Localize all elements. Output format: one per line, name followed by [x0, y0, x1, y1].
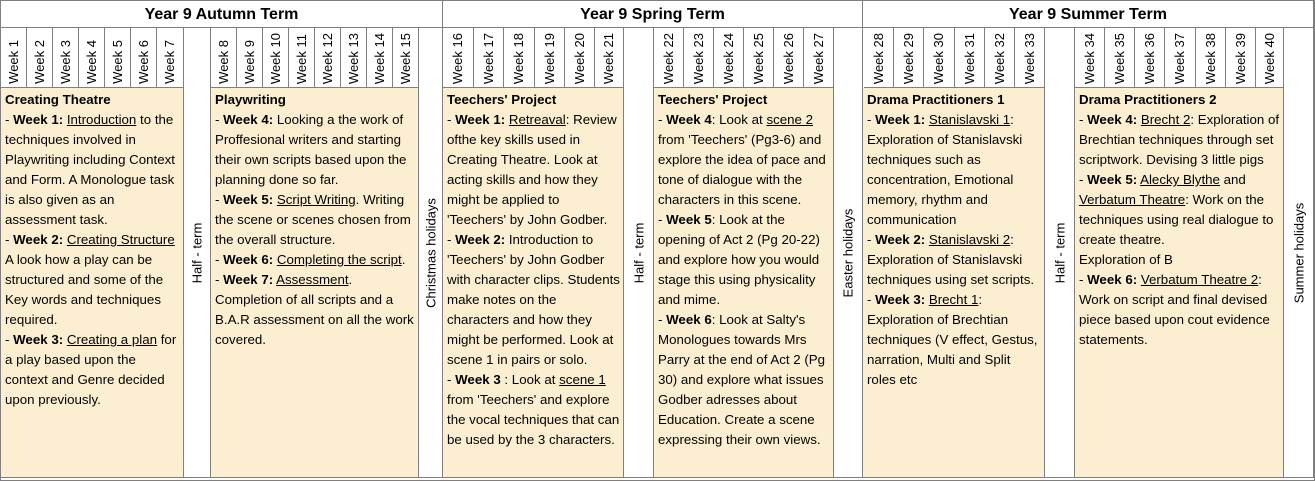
week-description: from 'Teechers' (Pg3-6) and explore the idea of pace and tone of dialogue with the characters in this scene.	[658, 132, 826, 207]
week-label: Week 6	[666, 312, 712, 327]
week-label: Week 16	[450, 32, 465, 84]
week-entry: - Week 7: Assessment. Completion of all scripts and a B.A.R assessment on all the work covered.	[215, 272, 414, 347]
week-header	[237, 28, 263, 88]
unit-drama-practitioners-2	[1075, 88, 1284, 478]
week-header	[1135, 28, 1165, 88]
topic-link: Verbatum Theatre 2	[1140, 272, 1259, 287]
week-description: Exploration of Brechtian techniques through set scriptwork. Devising 3 little pigs	[1079, 112, 1280, 167]
topic-link: Assessment	[276, 272, 349, 287]
easter-holidays-column	[834, 28, 863, 478]
week-label: Week 24	[720, 32, 736, 84]
week-label: Week 23	[690, 32, 706, 84]
week-entry: - Week 6: Look at Salty's Monologues towards Mrs Parry at the end of Act 2 (Pg 30) and explore what issues Godber adresses about Education. Create a scene expressing their own views.	[658, 312, 826, 447]
week-description: Exploration of Stanislavski techniques such as concentration, Emotional memory, rhythm and communication	[867, 132, 1023, 227]
holiday-label: Half - term	[189, 222, 205, 283]
week-entry: - Week 4: Look at scene 2 from 'Teechers' (Pg3-6) and explore the idea of pace and tone of dialogue with the characters in this scene.	[658, 112, 826, 207]
week-label: Week 4	[666, 112, 712, 127]
week-header	[1105, 28, 1135, 88]
week-label: Week 33	[1021, 32, 1037, 84]
half-term-column-summer	[1045, 28, 1075, 478]
week-label: Week 4:	[223, 112, 274, 127]
half-term-column-autumn	[184, 28, 211, 478]
week-header	[105, 28, 131, 88]
week-entry: - Week 1: Retreaval: Review ofthe key skills used in Creating Theatre. Look at acting skills and how they might be applied to 'Teechers' by John Godber.	[447, 112, 617, 227]
week-description: Work on script and final devised piece based upon cout evidence statements.	[1079, 292, 1270, 347]
week-header	[1075, 28, 1105, 88]
week-label: Week 5:	[1087, 172, 1138, 187]
week-entry: - Week 1: Stanislavski 1: Exploration of Stanislavski techniques such as concentration, Emotional memory, rhythm and communication	[867, 112, 1023, 227]
week-header	[985, 28, 1015, 88]
week-description: Introduction to 'Teechers' by John Godber with character clips. Students make notes on the characters and how they might be performed. Look at scene 1 in pairs or solo.	[447, 232, 620, 367]
unit-title: Drama Practitioners 2	[1079, 92, 1217, 107]
week-entry: - Week 2: Introduction to 'Teechers' by John Godber with character clips. Students make notes on the characters and how they might be performed. Look at scene 1 in pairs or solo.	[447, 232, 620, 367]
week-entry: - Week 2: Stanislavski 2: Exploration of Stanislavski techniques using set scripts.	[867, 232, 1035, 287]
summer-term-header	[863, 1, 1314, 28]
week-label: Week 1:	[13, 112, 64, 127]
week-header	[684, 28, 714, 88]
autumn-term-header	[1, 1, 443, 28]
week-label: Week 28	[870, 32, 886, 84]
week-description: from 'Teechers' and explore the vocal techniques that can be used by the 3 characters.	[447, 392, 620, 447]
week-header	[157, 28, 184, 88]
holiday-label: Half - term	[631, 222, 646, 283]
week-description: Exploration of Brechtian techniques (V effect, Gestus, narration, Multi and Split roles etc	[867, 312, 1038, 387]
week-description: : Look at	[504, 372, 556, 387]
week-header	[341, 28, 367, 88]
topic-link: Script Writing	[276, 192, 356, 207]
topic-link: scene 1	[559, 372, 606, 387]
week-label: Week 34	[1081, 32, 1097, 84]
week-header	[393, 28, 419, 88]
holiday-label: Christmas holidays	[423, 197, 438, 308]
week-label: Week 3	[57, 40, 73, 84]
week-label: Week 1	[5, 40, 21, 84]
week-header	[774, 28, 804, 88]
week-label: Week 15	[397, 32, 413, 84]
week-entry: - Week 6: Completing the script.	[215, 252, 406, 267]
week-header	[654, 28, 684, 88]
week-description: : Look at	[711, 112, 763, 127]
week-header	[53, 28, 79, 88]
week-description: Writing the scene or scenes chosen from the overall structure.	[215, 192, 411, 247]
autumn-term-title: Year 9 Autumn Term	[144, 6, 299, 23]
unit-teechers-project-2	[654, 88, 834, 478]
week-label: Week 37	[1172, 32, 1187, 84]
week-label: Week 17	[480, 32, 496, 84]
week-description: and	[1223, 172, 1246, 187]
week-header	[504, 28, 535, 88]
week-label: Week 6	[135, 40, 151, 84]
unit-playwriting	[211, 88, 419, 478]
week-description: Completion of all scripts and a B.A.R assessment on all the work covered.	[215, 292, 414, 347]
week-header	[443, 28, 474, 88]
week-label: Week 14	[371, 32, 387, 84]
week-entry: - Week 2: Creating Structure A look how a play can be structured and some of the Key words and techniques required.	[5, 232, 175, 327]
week-label: Week 18	[511, 32, 526, 84]
week-description: Exploration of B	[1079, 252, 1173, 267]
unit-title: Teechers' Project	[447, 92, 557, 107]
topic-link: Completing the script	[276, 252, 402, 267]
week-header	[1, 28, 27, 88]
week-label: Week 5	[666, 212, 712, 227]
week-header	[79, 28, 105, 88]
topic-link: Brecht 1	[928, 292, 979, 307]
week-entry: - Week 3 : Look at scene 1 from 'Teechers' and explore the vocal techniques that can be used by the 3 characters.	[447, 372, 620, 447]
week-header	[1256, 28, 1284, 88]
week-header	[535, 28, 565, 88]
week-label: Week 36	[1141, 32, 1157, 84]
week-description: A look how a play can be structured and some of the Key words and techniques required.	[5, 252, 164, 327]
spring-term-header	[443, 1, 863, 28]
unit-teechers-project-1	[443, 88, 624, 478]
week-header	[595, 28, 624, 88]
topic-link: Stanislavski 2	[928, 232, 1011, 247]
week-label: Week 21	[601, 32, 616, 84]
topic-link: Verbatum Theatre	[1079, 192, 1186, 207]
week-description: to the techniques involved in Playwriting including Context and Form. A Monologue task is also given as an assessment task.	[5, 112, 175, 227]
week-label: Week 3:	[875, 292, 926, 307]
week-label: Week 27	[810, 32, 826, 84]
week-header	[27, 28, 53, 88]
topic-link: Stanislavski 1	[928, 112, 1011, 127]
week-header	[367, 28, 393, 88]
unit-drama-practitioners-1	[863, 88, 1045, 478]
week-description: : Look at Salty's Monologues towards Mrs Parry at the end of Act 2 (Pg 30) and explore what issues Godber adresses about Education. Create a scene expressing their own views.	[658, 312, 826, 447]
week-label: Week 3	[455, 372, 501, 387]
week-label: Week 29	[900, 32, 916, 84]
week-header	[565, 28, 595, 88]
week-header	[474, 28, 504, 88]
holiday-label: Easter holidays	[840, 208, 856, 297]
week-label: Week 7	[162, 40, 177, 84]
week-header	[955, 28, 985, 88]
week-label: Week 5:	[223, 192, 274, 207]
week-label: Week 19	[541, 32, 557, 84]
week-entry: - Week 5: Alecky Blythe and Verbatum Theatre: Work on the techniques using real dialogue to create theatre.	[1079, 172, 1274, 247]
summer-term-title: Year 9 Summer Term	[1008, 6, 1167, 23]
week-description: Looking a the work of Proffesional writers and starting their own scripts based upon the planning done so far.	[215, 112, 407, 187]
week-entry: - Week 4: Looking a the work of Proffesional writers and starting their own scripts based upon the planning done so far.	[215, 112, 407, 187]
holiday-label: Half - term	[1052, 222, 1067, 283]
week-label: Week 6:	[223, 252, 274, 267]
week-label: Week 38	[1202, 32, 1218, 84]
week-description: for a play based upon the context and Genre decided upon previously.	[5, 332, 177, 407]
week-label: Week 11	[293, 33, 309, 84]
week-label: Week 12	[319, 32, 335, 84]
week-header	[315, 28, 341, 88]
week-header	[864, 28, 894, 88]
unit-title: Playwriting	[215, 92, 286, 107]
half-term-column-spring	[624, 28, 654, 478]
week-header	[1226, 28, 1256, 88]
week-label: Week 9	[241, 40, 257, 84]
week-header	[804, 28, 834, 88]
week-label: Week 7:	[223, 272, 274, 287]
week-header	[263, 28, 289, 88]
week-header	[1015, 28, 1045, 88]
week-description: Exploration of Stanislavski techniques using set scripts.	[867, 252, 1035, 287]
week-label: Week 8	[215, 40, 231, 84]
week-header	[1165, 28, 1196, 88]
week-label: Week 3:	[13, 332, 64, 347]
spring-term-title: Year 9 Spring Term	[580, 6, 725, 23]
week-header	[894, 28, 924, 88]
week-label: Week 1:	[875, 112, 926, 127]
topic-link: Creating a plan	[66, 332, 158, 347]
holiday-label: Summer holidays	[1291, 202, 1306, 303]
topic-link: Creating Structure	[66, 232, 175, 247]
week-entry: - Week 5: Look at the opening of Act 2 (Pg 20-22) and explore how you would stage this using physicality and mime.	[658, 212, 820, 307]
week-label: Week 25	[750, 32, 766, 84]
unit-title: Drama Practitioners 1	[867, 92, 1005, 107]
week-entry: - Week 3: Brecht 1: Exploration of Brechtian techniques (V effect, Gestus, narration, Multi and Split roles etc	[867, 292, 1038, 387]
summer-holidays-column	[1284, 28, 1314, 478]
week-header	[714, 28, 744, 88]
unit-title: Teechers' Project	[658, 92, 768, 107]
week-label: Week 22	[660, 32, 676, 84]
week-label: Week 6:	[1087, 272, 1138, 287]
topic-link: Retreaval	[508, 112, 566, 127]
week-header	[1196, 28, 1226, 88]
week-label: Week 26	[780, 32, 796, 84]
week-label: Week 30	[931, 32, 946, 84]
week-entry: - Week 5: Script Writing. Writing the scene or scenes chosen from the overall structure.	[215, 192, 411, 247]
week-header	[289, 28, 315, 88]
week-label: Week 2	[31, 40, 47, 84]
week-label: Week 32	[991, 32, 1007, 84]
week-label: Week 40	[1261, 32, 1277, 84]
topic-link: Introduction	[66, 112, 137, 127]
unit-creating-theatre	[1, 88, 184, 478]
week-header	[924, 28, 955, 88]
week-header	[744, 28, 774, 88]
week-label: Week 2:	[455, 232, 506, 247]
week-description: : Look at the opening of Act 2 (Pg 20-22) and explore how you would stage this using physicality and mime.	[658, 212, 820, 307]
topic-link: Brecht 2	[1140, 112, 1191, 127]
week-header	[131, 28, 157, 88]
week-entry: - Week 4: Brecht 2: Exploration of Brechtian techniques through set scriptwork. Devising 3 little pigs	[1079, 112, 1280, 167]
week-label: Week 39	[1232, 32, 1248, 84]
week-label: Week 10	[267, 32, 283, 84]
week-description: : Work on the techniques using real dialogue to create theatre.	[1079, 192, 1274, 247]
unit-title: Creating Theatre	[5, 92, 111, 107]
week-label: Week 1:	[455, 112, 506, 127]
week-label: Week 5	[109, 40, 125, 84]
week-label: Week 2:	[13, 232, 64, 247]
week-label: Week 2:	[875, 232, 926, 247]
week-header	[211, 28, 237, 88]
week-entry: - Week 1: Introduction to the techniques involved in Playwriting including Context and Form. A Monologue task is also given as an assessment task.	[5, 112, 175, 227]
week-label: Week 35	[1111, 32, 1127, 84]
week-label: Week 20	[571, 32, 587, 84]
week-entry: - Week 6: Verbatum Theatre 2: Work on script and final devised piece based upon cout evidence statements.	[1079, 272, 1270, 347]
week-label: Week 4:	[1087, 112, 1138, 127]
christmas-holidays-column	[419, 28, 443, 478]
week-description: Review ofthe key skills used in Creating Theatre. Look at acting skills and how they might be applied to 'Teechers' by John Godber.	[447, 112, 617, 227]
week-label: Week 4	[83, 40, 99, 84]
topic-link: scene 2	[766, 112, 814, 127]
week-entry: - Week 3: Creating a plan for a play based upon the context and Genre decided upon previously.	[5, 332, 177, 407]
week-label: Week 13	[345, 32, 361, 84]
week-label: Week 31	[961, 32, 977, 84]
topic-link: Alecky Blythe	[1140, 172, 1220, 187]
